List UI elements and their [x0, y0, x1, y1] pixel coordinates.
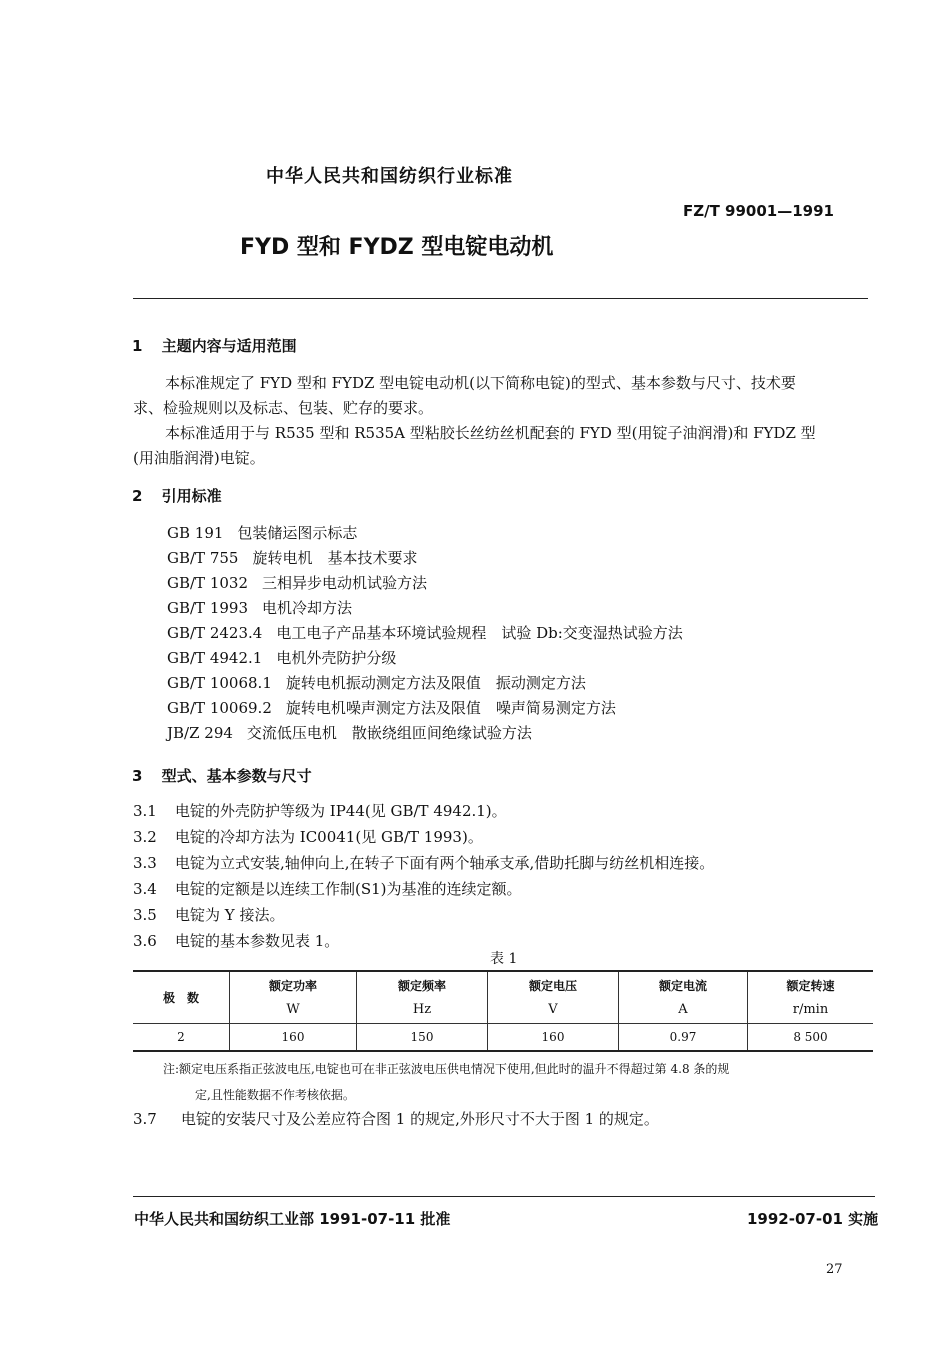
reference-title: 交流低压电机 散嵌绕组匝间绝缘试验方法	[246, 724, 532, 742]
reference-title: 三相异步电动机试验方法	[262, 574, 428, 592]
clause-text: 电锭的冷却方法为 IC0041(见 GB/T 1993)。	[175, 828, 483, 846]
col-unit: r/min	[792, 1002, 829, 1018]
reference-item	[167, 697, 683, 722]
col-unit: V	[548, 1002, 558, 1018]
clause-number: 3.2	[133, 828, 157, 846]
cell-poles: 2	[133, 1023, 230, 1051]
reference-code: GB/T 10068.1	[167, 674, 272, 692]
reference-title: 电机冷却方法	[262, 599, 353, 617]
table-note-line2: 定,且性能数据不作考核依据。	[195, 1088, 355, 1102]
col-header-speed	[748, 971, 874, 1023]
reference-code: GB/T 10069.2	[167, 699, 272, 717]
clause-text: 电锭的定额是以连续工作制(S1)为基准的连续定额。	[175, 880, 522, 898]
header-rule	[133, 298, 868, 299]
reference-code: JB/Z 294	[167, 724, 233, 742]
table-caption: 表 1	[490, 951, 518, 967]
table-note-line1: 注:额定电压系指正弦波电压,电锭也可在非正弦波电压供电情况下使用,但此时的温升不得超过第 4.8 条的规	[163, 1062, 730, 1076]
reference-list	[167, 522, 683, 747]
reference-code: GB/T 1993	[167, 599, 249, 617]
section-1-para1-line1: 本标准规定了 FYD 型和 FYDZ 型电锭电动机(以下简称电锭)的型式、基本参数与尺寸、技术要	[165, 374, 796, 392]
clause-text: 电锭为 Y 接法。	[175, 906, 285, 924]
section-1-number: 1	[132, 337, 143, 355]
reference-title: 包装储运图示标志	[237, 524, 358, 542]
reference-item	[167, 572, 683, 597]
footer-rule	[133, 1196, 875, 1197]
col-header-voltage	[488, 971, 619, 1023]
clause-text: 电锭的基本参数见表 1。	[175, 932, 340, 950]
reference-title: 旋转电机噪声测定方法及限值 噪声简易测定方法	[285, 699, 616, 717]
clause-text: 电锭的外壳防护等级为 IP44(见 GB/T 4942.1)。	[175, 802, 507, 820]
section-1-title: 主题内容与适用范围	[161, 337, 297, 355]
clause-number: 3.4	[133, 880, 157, 898]
col-label: 额定转速	[786, 979, 835, 994]
clause-3-7	[133, 1108, 659, 1129]
cell-power: 160	[230, 1023, 357, 1051]
clause-text: 电锭为立式安装,轴伸向上,在转子下面有两个轴承支承,借助托脚与纺丝机相连接。	[175, 854, 715, 872]
table-row	[133, 1023, 873, 1051]
standard-code: FZ/T 99001—1991	[683, 202, 834, 220]
section-3-heading	[132, 765, 312, 786]
col-label: 额定电流	[658, 979, 707, 994]
section-1-para1-line2: 求、检验规则以及标志、包装、贮存的要求。	[133, 399, 434, 417]
col-label: 额定电压	[528, 979, 577, 994]
reference-code: GB/T 1032	[167, 574, 249, 592]
cell-current: 0.97	[619, 1023, 748, 1051]
clause-number: 3.6	[133, 932, 157, 950]
col-header-power	[230, 971, 357, 1023]
reference-title: 电机外壳防护分级	[276, 649, 397, 667]
section-3-items	[133, 800, 714, 956]
cell-voltage: 160	[488, 1023, 619, 1051]
reference-code: GB/T 4942.1	[167, 649, 263, 667]
section-2-heading	[132, 485, 222, 506]
cell-frequency: 150	[357, 1023, 488, 1051]
cell-speed: 8 500	[748, 1023, 874, 1051]
reference-item	[167, 647, 683, 672]
col-header-poles: 极 数	[133, 971, 230, 1023]
reference-code: GB 191	[167, 524, 224, 542]
section-1-heading	[132, 335, 297, 356]
clause-number: 3.3	[133, 854, 157, 872]
col-unit: A	[678, 1002, 688, 1018]
reference-title: 旋转电机振动测定方法及限值 振动测定方法	[285, 674, 586, 692]
section-2-title: 引用标准	[161, 487, 222, 505]
col-unit: Hz	[412, 1002, 432, 1018]
reference-title: 电工电子产品基本环境试验规程 试验 Db:交变湿热试验方法	[276, 624, 683, 642]
col-label: 额定功率	[268, 979, 317, 994]
reference-code: GB/T 2423.4	[167, 624, 263, 642]
col-unit: W	[286, 1002, 300, 1018]
section-1-para2-line2: (用油脂润滑)电锭。	[133, 449, 265, 467]
document-title: FYD 型和 FYDZ 型电锭电动机	[240, 235, 554, 260]
effective-date: 1992-07-01 实施	[747, 1210, 879, 1228]
section-2-number: 2	[132, 487, 143, 505]
col-header-frequency	[357, 971, 488, 1023]
approval-line: 中华人民共和国纺织工业部 1991-07-11 批准	[134, 1210, 451, 1228]
reference-item	[167, 722, 683, 747]
reference-item	[167, 522, 683, 547]
clause-item	[133, 930, 714, 956]
reference-item	[167, 622, 683, 647]
reference-item	[167, 547, 683, 572]
col-header-current	[619, 971, 748, 1023]
clause-item	[133, 800, 714, 826]
clause-item	[133, 878, 714, 904]
clause-text: 电锭的安装尺寸及公差应符合图 1 的规定,外形尺寸不大于图 1 的规定。	[181, 1110, 659, 1128]
standard-body-title: 中华人民共和国纺织行业标准	[266, 166, 513, 187]
reference-code: GB/T 755	[167, 549, 239, 567]
reference-title: 旋转电机 基本技术要求	[252, 549, 418, 567]
clause-number: 3.5	[133, 906, 157, 924]
section-1-para2-line1: 本标准适用于与 R535 型和 R535A 型粘胶长丝纺丝机配套的 FYD 型(用锭子油润滑)和 FYDZ 型	[165, 424, 816, 442]
reference-item	[167, 672, 683, 697]
page-number: 27	[826, 1262, 843, 1277]
clause-item	[133, 904, 714, 930]
clause-number: 3.1	[133, 802, 157, 820]
parameters-table	[133, 970, 873, 1052]
reference-item	[167, 597, 683, 622]
clause-number: 3.7	[133, 1110, 157, 1128]
col-label: 额定频率	[397, 979, 446, 994]
section-3-title: 型式、基本参数与尺寸	[161, 767, 312, 785]
clause-item	[133, 826, 714, 852]
section-3-number: 3	[132, 767, 143, 785]
clause-item	[133, 852, 714, 878]
